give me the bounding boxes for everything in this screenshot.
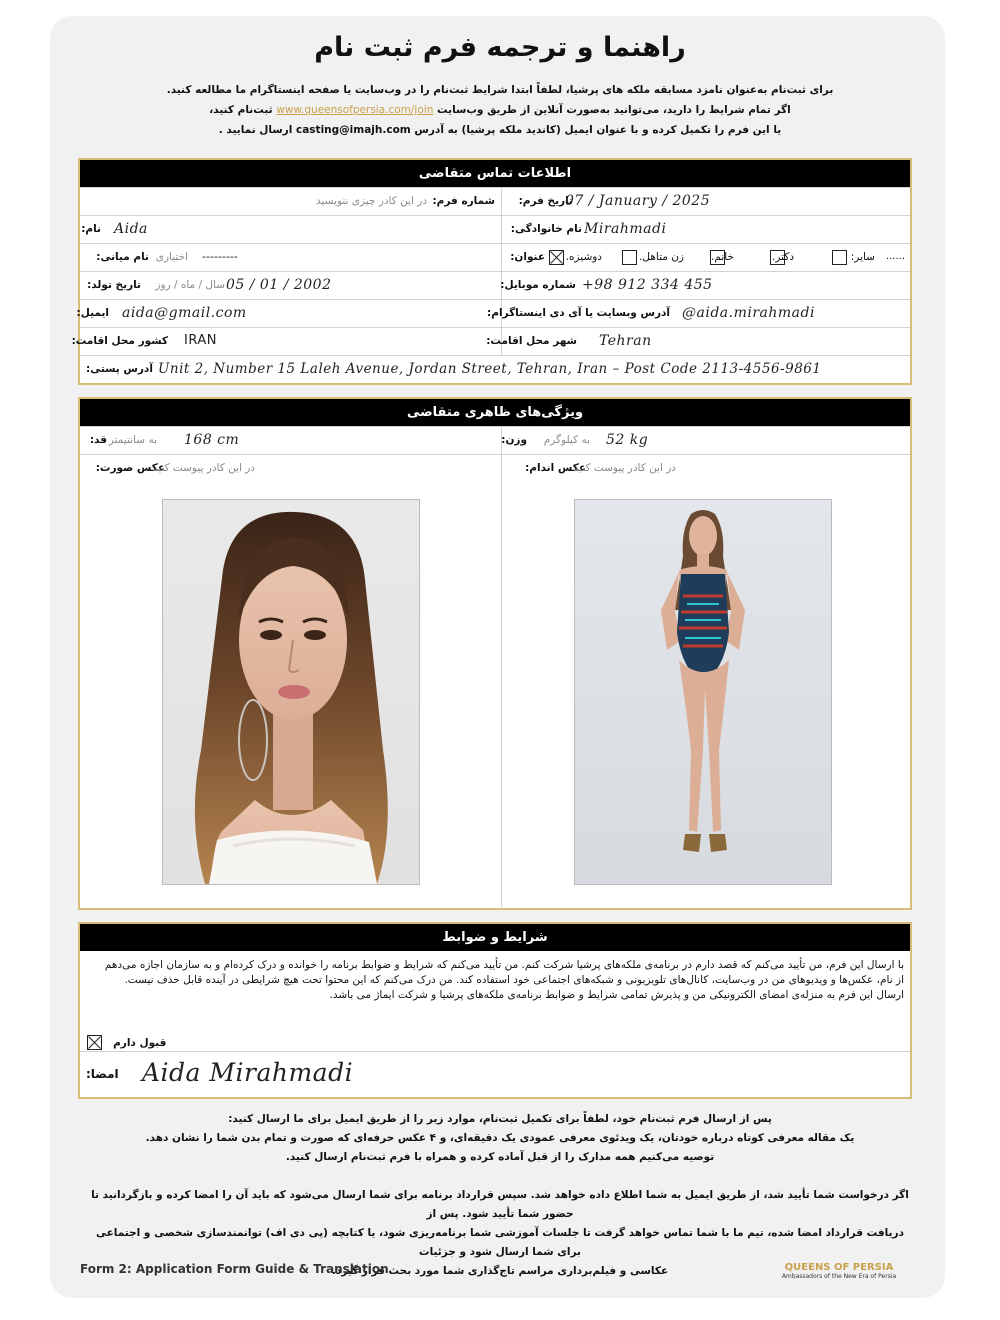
intro-text: برای ثبت‌نام به‌عنوان نامزد مسابقه [650, 84, 834, 96]
after-line-3: توصیه می‌کنیم همه مدارک را از قبل آماده کرده و همراه با فرم ثبت‌نام ارسال کنید. [285, 1151, 715, 1163]
cell-mobile [502, 272, 910, 300]
title-option-other-checkbox[interactable] [832, 250, 847, 265]
country-value[interactable]: IRAN [184, 333, 217, 348]
cell-body-photo [502, 455, 910, 909]
face-portrait-image [163, 500, 419, 884]
height-hint: به سانتیمتر [108, 434, 157, 446]
email-label: ایمیل: [76, 307, 109, 319]
intro-text: اگر تمام شرایط را دارید، می‌توانید به‌صورت آنلاین از طریق وب‌سایت [437, 104, 791, 116]
first-name-value[interactable]: Aida [114, 221, 148, 237]
height-value[interactable]: 168 cm [184, 432, 240, 448]
website-label: آدرس وبسایت یا آی دی اینستاگرام: [487, 307, 670, 319]
title-option-miss-checkbox[interactable] [549, 250, 564, 265]
face-photo-hint: در این کادر پیوست کنید [152, 462, 255, 474]
approval-line-1: اگر درخواست شما تأیید شد، از طریق ایمیل به شما اطلاع داده خواهد شد. سپس قرارداد برنامه برای شما ارسال می‌شود که باید آن را امضا کرده و بازگردانید تا حضور شما تأیید شود. پس از [91, 1189, 909, 1220]
dob-value[interactable]: 05 / 01 / 2002 [226, 277, 332, 293]
after-line-2: یک مقاله معرفی کوتاه درباره خودتان، یک ویدئوی معرفی عمودی یک دقیقه‌ای، و ۴ عکس حرفه‌ای که صورت و تمام بدن شما را نشان دهد. [145, 1132, 855, 1144]
page-title: راهنما و ترجمه فرم ثبت نام [314, 32, 686, 63]
accept-checkbox[interactable] [87, 1035, 102, 1050]
cell-form-number [80, 188, 502, 216]
form-number-label: شماره فرم: [432, 195, 495, 207]
middle-name-hint: اختیاری [155, 251, 188, 263]
dob-hint: سال / ماه / روز [155, 279, 225, 291]
contact-section [71, 158, 912, 385]
intro-text: ، لطفاً ابتدا شرایط ثبت‌نام را در وب‌سایت یا صفحه اینستاگرام ما مطالعه کنید. [166, 84, 570, 96]
row-photos [80, 454, 910, 909]
terms-section [78, 922, 912, 1099]
cell-middle-name [80, 244, 502, 272]
cell-city [486, 328, 910, 356]
body-photo-label: عکس اندام: [525, 462, 586, 474]
full-body-image [575, 500, 831, 884]
brand-logo [768, 1262, 910, 1280]
website-link[interactable]: www.queensofpersia.com/join [276, 104, 434, 116]
signature-label: امضا: [86, 1067, 119, 1081]
form-date-label: تاریخ فرم: [518, 195, 573, 207]
cell-height [80, 427, 502, 455]
mobile-label: شماره موبایل: [500, 279, 576, 291]
terms-line-2: از نام، عکس‌ها و ویدیوهای من در وب‌سایت، کانال‌های تلویزیونی و شبکه‌های اجتماعی خود استفاده کند. من درک می‌کنم که این محتوا تحت هیچ شرایطی در آینده قابل حذف نیست. [124, 974, 904, 986]
cell-website [487, 300, 910, 328]
body-photo-hint: در این کادر پیوست کنید [573, 462, 676, 474]
row-residence [71, 327, 910, 356]
weight-hint: به کیلوگرم [543, 434, 590, 446]
after-line-1: پس از ارسال فرم ثبت‌نام خود، لطفاً برای تکمیل ثبت‌نام، موارد زیر را از طریق ایمیل برای ما ارسال کنید: [228, 1113, 772, 1125]
title-option-mrs-checkbox[interactable] [622, 250, 637, 265]
after-submit-instructions [90, 1110, 910, 1167]
cell-first-name [80, 216, 502, 244]
row-address [80, 355, 910, 384]
intro-text: ارسال نمایید . [218, 124, 293, 136]
terms-line-1: با ارسال این فرم، من تأیید می‌کنم که قصد دارم در برنامه‌ی ملکه‌های پرشیا شرکت کنم. من تأیید می‌کنم که شرایط و ضوابط برنامه را خوانده و درک کرده‌ام و به سازمان اجازه می‌دهم [104, 959, 904, 971]
title-option-other: سایر: [850, 251, 875, 263]
brand-tagline: Ambassadors of the New Era of Persia [781, 1273, 897, 1280]
accept-label: قبول دارم [113, 1036, 167, 1049]
row-dob [80, 271, 910, 300]
row-form-date [80, 187, 910, 216]
intro-text: ثبت‌نام کنید، [209, 104, 273, 116]
address-label: آدرس پستی: [86, 363, 153, 375]
mobile-value[interactable]: +98 912 334 455 [582, 277, 713, 293]
city-label: شهر محل اقامت: [486, 335, 577, 347]
middle-name-label: نام میانی: [96, 251, 149, 263]
address-value[interactable]: Unit 2, Number 15 Laleh Avenue, Jordan Street, Tehran, Iran – Post Code 2113-4556-9861 [158, 361, 822, 377]
height-label: قد: [89, 434, 107, 446]
title-option-dr: دکتر. [772, 251, 794, 263]
cell-country [71, 328, 502, 356]
face-photo[interactable] [162, 499, 420, 885]
email-value[interactable]: aida@gmail.com [122, 305, 247, 321]
approval-line-2: دریافت قرارداد امضا شده، تیم ما با شما تماس خواهد گرفت تا جلسات آموزشی شما برنامه‌ریزی شود، یا کتابچه (پی دی اف) توانمندسازی شخصی و اجتماعی برای شما ارسال شود و جزئیات [96, 1227, 904, 1258]
last-name-value[interactable]: Mirahmadi [584, 221, 667, 237]
cell-form-date [502, 188, 910, 216]
country-label: کشور محل اقامت: [71, 335, 168, 347]
accept-terms[interactable] [87, 1032, 166, 1051]
approval-line-3: عکاسی و فیلم‌برداری مراسم تاج‌گذاری شما مورد بحث قرار گیرد. [331, 1265, 669, 1277]
website-value[interactable]: @aida.mirahmadi [682, 305, 815, 321]
cell-weight [502, 427, 910, 455]
body-photo[interactable] [574, 499, 832, 885]
intro-line-3 [120, 120, 880, 140]
row-email [76, 299, 910, 328]
row-name [80, 215, 910, 244]
title-option-mrs: زن متاهل. [639, 251, 684, 263]
weight-value[interactable]: 52 kg [606, 432, 649, 448]
form-number-hint: در این کادر چیزی ننویسید [315, 195, 427, 207]
intro-line-1 [120, 80, 880, 100]
cell-email [76, 300, 502, 328]
dob-label: تاریخ تولد: [87, 279, 141, 291]
last-name-label: نام خانوادگی: [510, 223, 582, 235]
terms-heading: شرایط و ضوابط [80, 924, 910, 951]
title-option-ms: خانم. [711, 251, 734, 263]
brand-name: QUEENS OF PERSIA [784, 1262, 894, 1273]
row-signature [80, 1051, 910, 1098]
email-link[interactable]: casting@imajh.com [295, 124, 411, 136]
first-name-label: نام: [81, 223, 101, 235]
form-date-value[interactable]: 07 / January / 2025 [565, 193, 711, 209]
terms-text [84, 958, 904, 1003]
form-name-footer: Form 2: Application Form Guide & Translation [80, 1262, 389, 1276]
intro-bold: ملکه های پرشیا [569, 84, 651, 96]
middle-name-value[interactable]: --------- [202, 250, 238, 263]
cell-face-photo [80, 455, 502, 909]
cell-last-name [502, 216, 910, 244]
title-label: عنوان: [510, 251, 545, 263]
appearance-heading: ویژگی‌های ظاهری متقاضی [80, 399, 910, 426]
contact-heading: اطلاعات تماس متقاضی [80, 160, 910, 187]
intro-text: یا این فرم را تکمیل کرده و با عنوان ایمیل (کاندید ملکه پرشیا) به آدرس [414, 124, 782, 136]
intro-line-2 [120, 100, 880, 120]
row-measurements [80, 426, 910, 455]
face-photo-label: عکس صورت: [95, 462, 165, 474]
weight-label: وزن: [501, 434, 527, 446]
row-title [80, 243, 910, 272]
terms-line-3: ارسال این فرم به منزله‌ی امضای الکترونیکی من و پذیرش تمامی شرایط و ضوابط برنامه‌ی ملکه‌های پرشیا و شرکت ایماژ می باشد. [329, 989, 904, 1001]
signature-value[interactable]: Aida Mirahmadi [142, 1058, 354, 1087]
appearance-section [78, 397, 912, 910]
title-option-miss: دوشیزه. [565, 251, 602, 263]
cell-title [502, 244, 910, 272]
city-value[interactable]: Tehran [599, 333, 652, 349]
cell-dob [80, 272, 502, 300]
title-other-blank[interactable]: ...... [885, 251, 905, 262]
